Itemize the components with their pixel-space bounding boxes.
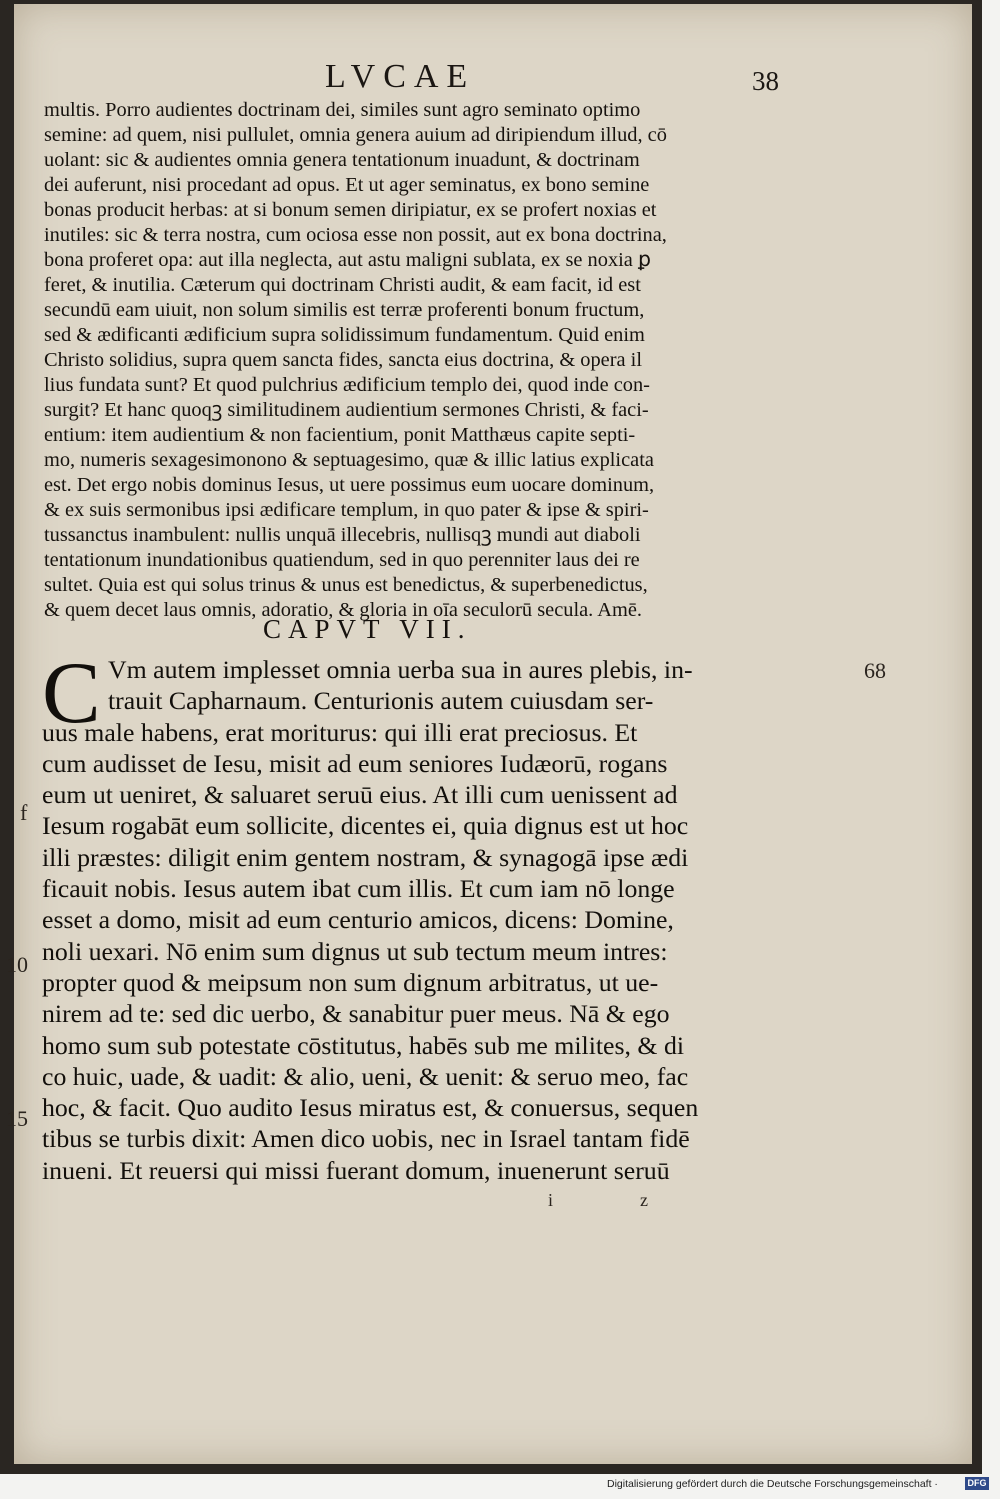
text-line: tentationum inundationibus quatiendum, sed in quo perenniter laus dei re <box>44 549 640 571</box>
text-line: mo, numeris sexagesimonono & septuagesimo, quæ & illic latius explicata <box>44 449 654 471</box>
margin-note-verse: 68 <box>864 658 886 683</box>
text-line: uolant: sic & audientes omnia genera tentationum inuadunt, & doctrinam <box>44 149 640 171</box>
text-line: nirem ad te: sed dic uerbo, & sanabitur puer meus. Nā & ego <box>42 999 670 1029</box>
text-line: & ex suis sermonibus ipsi ædificare templum, in quo pater & ipse & spiri- <box>44 499 649 521</box>
text-line: est. Det ergo nobis dominus Iesus, ut uere possimus eum uocare dominum, <box>44 474 655 496</box>
margin-note-number: 10 <box>6 952 28 977</box>
gospel-text <box>42 645 802 1186</box>
text-line: noli uexari. Nō enim sum dignus ut sub tectum meum intres: <box>42 936 668 966</box>
text-line: co huic, uade, & uadit: & alio, ueni, & uenit: & seruo meo, fac <box>42 1061 689 1091</box>
text-line: illi præstes: diligit enim gentem nostram, & synagogā ipse ædi <box>42 842 689 872</box>
drop-cap: C <box>42 645 101 742</box>
text-line: homo sum sub potestate cōstitutus, habēs sub me milites, & di <box>42 1030 685 1060</box>
text-line: surgit? Et hanc quoqꝫ similitudinem audientium sermones Christi, & faci- <box>44 399 649 421</box>
text-line: semine: ad quem, nisi pullulet, omnia genera auium ad diripiendum illud, cō <box>44 124 667 146</box>
text-line: ficauit nobis. Iesus autem ibat cum illis. Et cum iam nō longe <box>42 874 675 904</box>
text-line: lius fundata sunt? Et quod pulchrius ædificium templo dei, quod inde con- <box>44 374 650 396</box>
text-line: inutiles: sic & terra nostra, cum ociosa esse non possit, aut ex bona doctrina, <box>44 224 667 246</box>
commentary-text <box>44 98 784 623</box>
text-line: feret, & inutilia. Cæterum qui doctrinam Christi audit, & eam facit, id est <box>44 274 641 296</box>
digitization-credit: Digitalisierung gefördert durch die Deutsche Forschungsgemeinschaft · <box>607 1478 938 1490</box>
text-line: entium: item audientium & non facientium, ponit Matthæus capite septi- <box>44 424 636 446</box>
text-line: tibus se turbis dixit: Amen dico uobis, nec in Israel tantam fidē <box>42 1124 690 1154</box>
text-line: eum ut ueniret, & saluaret seruū eius. At illi cum uenissent ad <box>42 780 678 810</box>
text-line: secundū eam uiuit, non solum similis est terræ proferenti bonum fructum, <box>44 299 645 321</box>
text-line: propter quod & meipsum non sum dignum arbitratus, ut ue- <box>42 967 659 997</box>
text-line: Vm autem implesset omnia uerba sua in aures plebis, in- <box>108 655 693 684</box>
chapter-heading: CAPVT VII. <box>263 614 472 644</box>
text-line: bona proferet opa: aut illa neglecta, aut astu maligni sublata, ex se noxia ꝑ <box>44 249 651 271</box>
text-line: bonas producit herbas: at si bonum semen diripiatur, ex se profert noxias et <box>44 199 657 221</box>
text-line: Christo solidius, supra quem sancta fides, sancta eius doctrina, & opera il <box>44 349 642 371</box>
margin-note-number: 15 <box>6 1106 28 1131</box>
text-line: & quem decet laus omnis, adoratio, & gloria in oīa seculorū secula. Amē. <box>44 599 642 621</box>
text-line: Iesum rogabāt eum sollicite, dicentes ei, quia dignus est ut hoc <box>42 811 689 841</box>
text-line: trauit Capharnaum. Centurionis autem cuiusdam ser- <box>108 686 654 716</box>
dfg-logo: DFG <box>965 1477 989 1490</box>
signature-mark: z <box>640 1190 648 1210</box>
text-line: cum audisset de Iesu, misit ad eum seniores Iudæorū, rogans <box>42 748 668 778</box>
text-line: sultet. Quia est qui solus trinus & unus est benedictus, & superbenedictus, <box>44 574 648 596</box>
signature-mark: i <box>548 1190 554 1210</box>
page-number: 38 <box>752 66 779 96</box>
margin-note-letter: f <box>20 800 28 825</box>
text-line: hoc, & facit. Quo audito Iesus miratus est, & conuersus, sequen <box>42 1093 699 1123</box>
text-line: uus male habens, erat moriturus: qui illi erat preciosus. Et <box>42 717 638 747</box>
text-line: sed & ædificanti ædificium supra solidissimum fundamentum. Quid enim <box>44 324 645 346</box>
text-line: inueni. Et reuersi qui missi fuerant domum, inuenerunt seruū <box>42 1155 670 1185</box>
running-head: LVCAE <box>325 58 476 95</box>
text-line: esset a domo, misit ad eum centurio amicos, dicens: Domine, <box>42 905 674 935</box>
text-line: tussanctus inambulent: nullis unquā illecebris, nullisqꝫ mundi aut diaboli <box>44 524 641 546</box>
text-line: multis. Porro audientes doctrinam dei, similes sunt agro seminato optimo <box>44 99 641 121</box>
text-line: dei auferunt, nisi procedant ad opus. Et ut ager seminatus, ex bono semine <box>44 174 650 196</box>
